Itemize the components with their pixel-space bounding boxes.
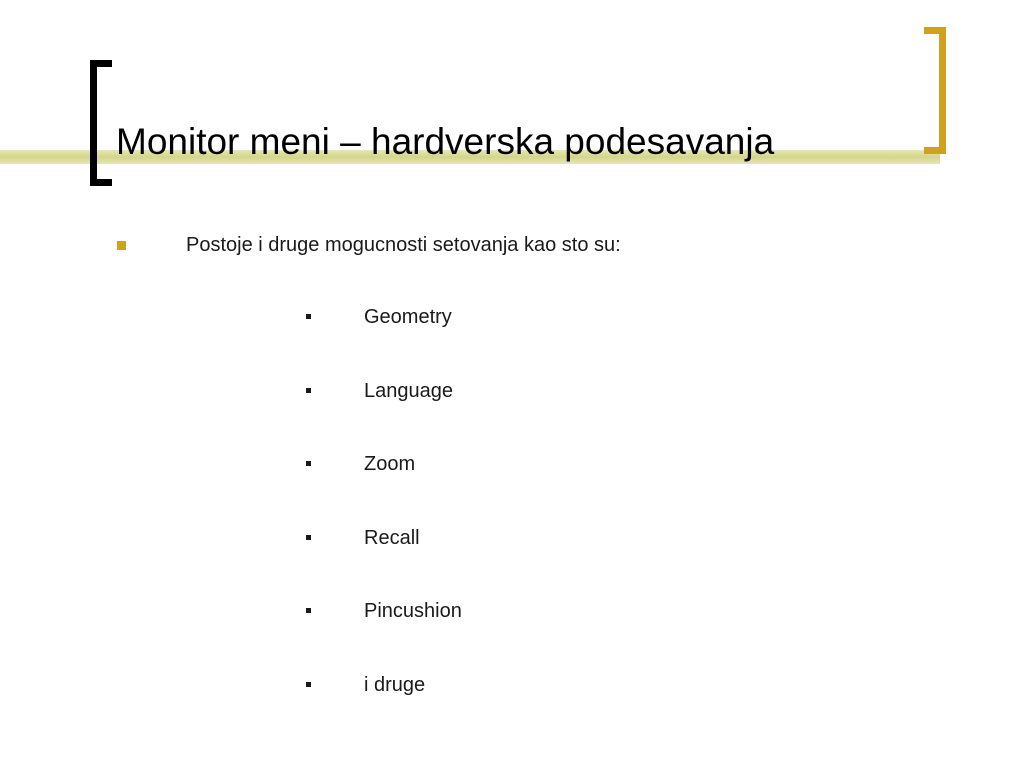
main-bullet-text: Postoje i druge mogucnosti setovanja kao sto su: [186,234,621,256]
list-item-text: Zoom [364,453,416,476]
gold-square-bullet-icon [117,241,126,250]
list-item-text: Language [364,379,453,402]
square-bullet-icon [306,461,311,466]
square-bullet-icon [306,535,311,540]
list-item-text: i druge [364,673,426,696]
square-bullet-icon [306,314,311,319]
right-bracket-decoration [924,27,946,154]
square-bullet-icon [306,388,311,393]
square-bullet-icon [306,682,311,687]
list-item-text: Geometry [364,306,452,328]
left-bracket-decoration [90,60,112,186]
list-item-text: Recall [364,526,420,549]
slide-title: Monitor meni – hardverska podesavanja [116,121,775,162]
square-bullet-icon [306,608,311,613]
main-bullet-marker [117,228,126,262]
list-item-text: Pincushion [364,600,462,623]
